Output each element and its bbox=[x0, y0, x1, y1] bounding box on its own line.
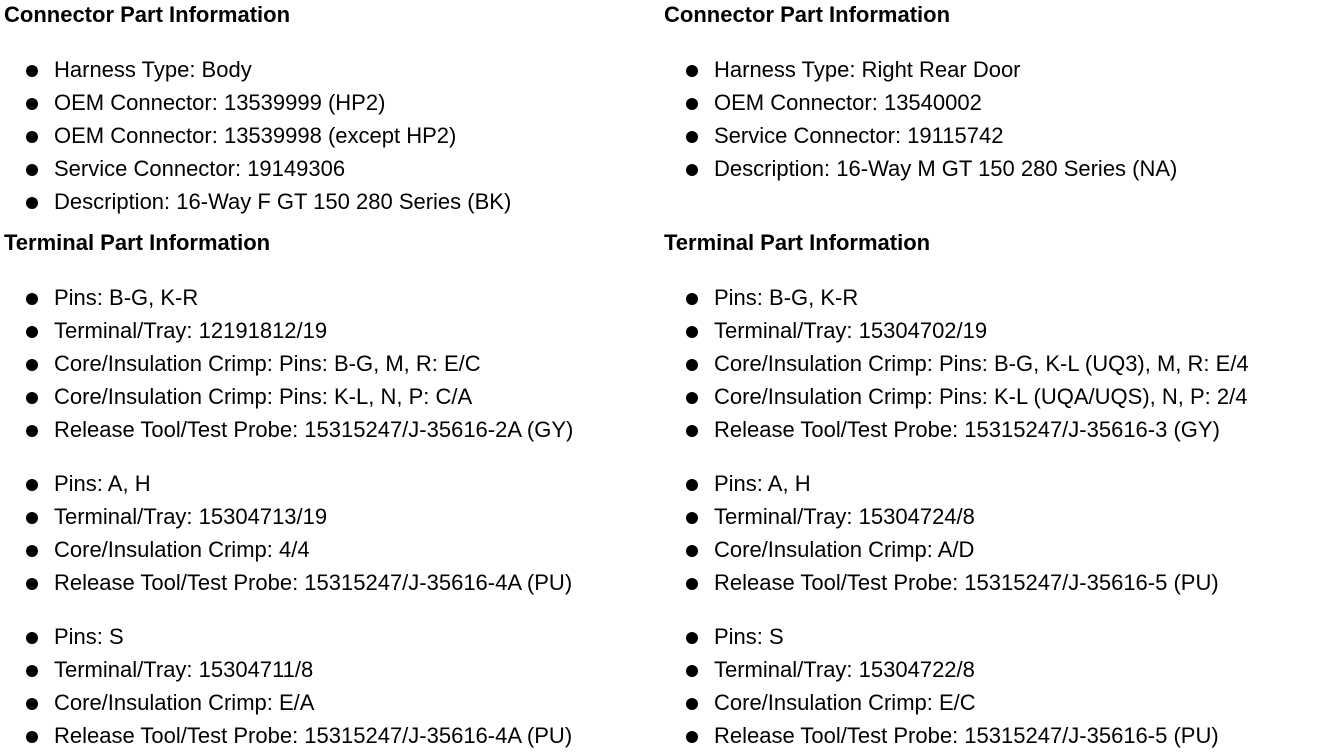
connector-part-heading: Connector Part Information bbox=[4, 2, 291, 27]
bullet-icon bbox=[26, 293, 38, 305]
bullet-icon bbox=[26, 425, 38, 437]
bullet-icon bbox=[686, 731, 698, 743]
bullet-icon bbox=[686, 359, 698, 371]
bullet-icon bbox=[686, 479, 698, 491]
bullet-icon bbox=[26, 392, 38, 404]
bullet-icon bbox=[26, 164, 38, 176]
bullet-icon bbox=[26, 359, 38, 371]
bullet-icon bbox=[686, 512, 698, 524]
terminal-part-heading: Terminal Part Information bbox=[664, 230, 931, 255]
bullet-icon bbox=[26, 512, 38, 524]
bullet-icon bbox=[26, 131, 38, 143]
bullet-icon bbox=[686, 545, 698, 557]
bullet-icon bbox=[686, 578, 698, 590]
bullet-icon bbox=[26, 578, 38, 590]
bullet-icon bbox=[686, 632, 698, 644]
bullet-icon bbox=[686, 425, 698, 437]
bullet-icon bbox=[26, 197, 38, 209]
bullet-icon bbox=[686, 164, 698, 176]
bullet-icon bbox=[686, 131, 698, 143]
bullet-icon bbox=[686, 326, 698, 338]
bullet-icon bbox=[686, 392, 698, 404]
bullet-icon bbox=[686, 665, 698, 677]
bullet-icon bbox=[26, 326, 38, 338]
bullet-icon bbox=[26, 65, 38, 77]
bullet-icon bbox=[26, 665, 38, 677]
bullet-icon bbox=[686, 98, 698, 110]
bullet-icon bbox=[26, 98, 38, 110]
connector-part-heading: Connector Part Information bbox=[664, 2, 951, 27]
bullet-icon bbox=[26, 632, 38, 644]
bullet-icon bbox=[26, 545, 38, 557]
terminal-part-heading: Terminal Part Information bbox=[4, 230, 271, 255]
bullet-icon bbox=[686, 293, 698, 305]
bullet-icon bbox=[26, 698, 38, 710]
bullet-icon bbox=[26, 479, 38, 491]
bullet-icon bbox=[686, 65, 698, 77]
bullet-icon bbox=[686, 698, 698, 710]
bullet-icon bbox=[26, 731, 38, 743]
